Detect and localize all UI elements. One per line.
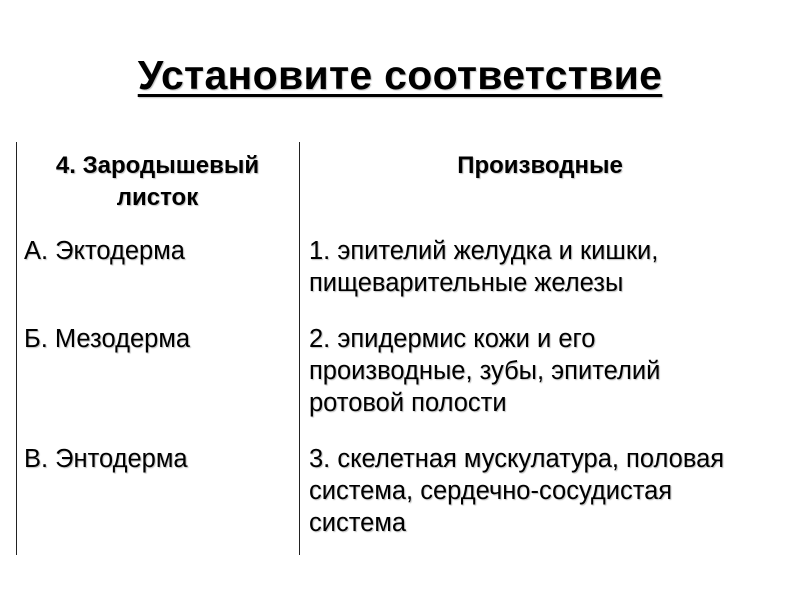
slide-title: Установите соответствие <box>137 52 663 98</box>
row-c-derivative: 3. скелетная мускулатура, половая система, сердечно-сосудистая система <box>309 445 725 537</box>
row-c-layer: В. Энтодерма <box>24 445 188 473</box>
row-a-derivative: 1. эпителий желудка и кишки, пищеварительные железы <box>309 237 659 297</box>
table-column-divider <box>299 142 300 555</box>
row-b-layer: Б. Мезодерма <box>24 325 191 353</box>
header-derivatives: Производные <box>457 152 623 179</box>
header-germ-layer: 4. Зародышевый листок <box>55 152 260 211</box>
row-b-derivative: 2. эпидермис кожи и его производные, зубы, эпителий ротовой полости <box>309 325 661 417</box>
row-a-layer: А. Эктодерма <box>24 237 185 265</box>
